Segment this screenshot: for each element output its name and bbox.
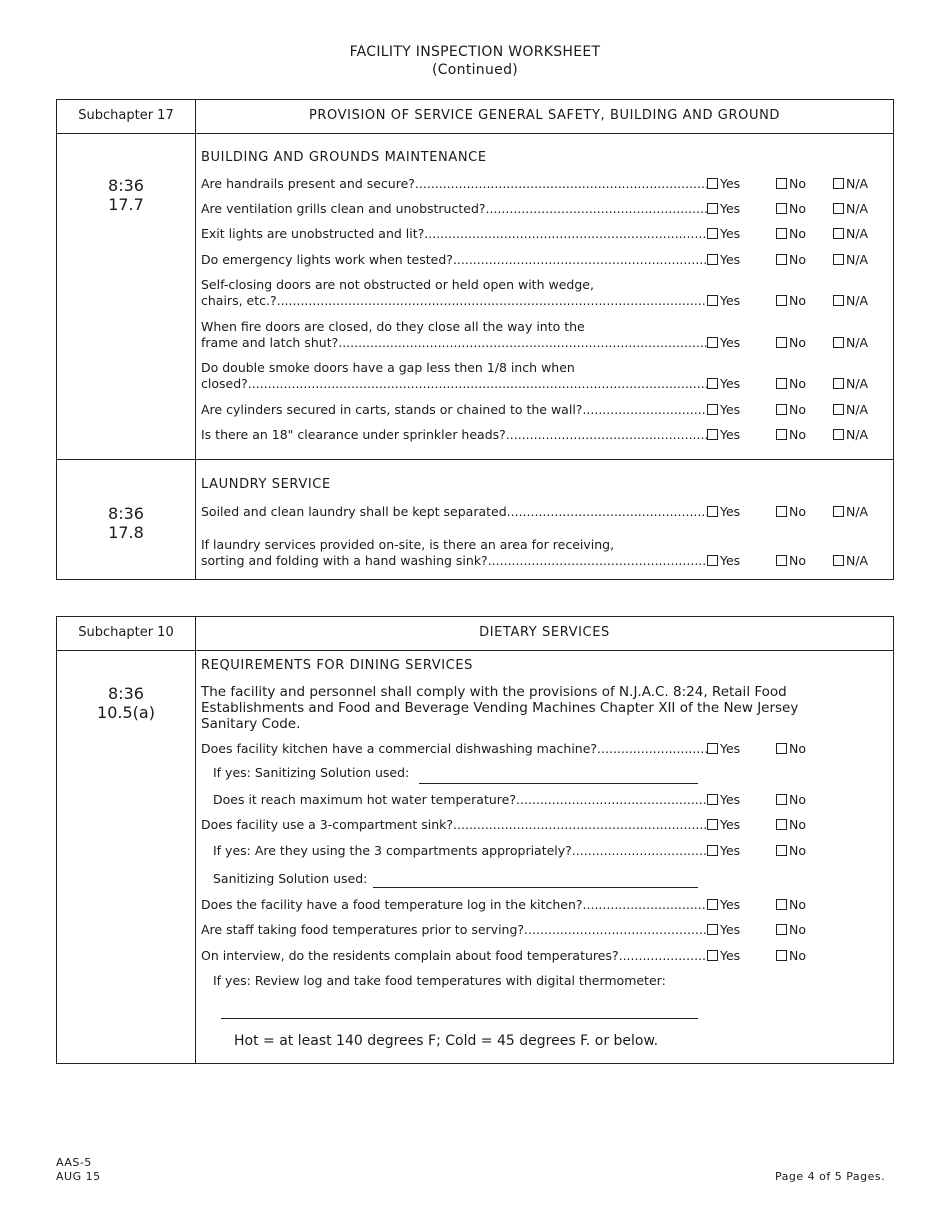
question-row xyxy=(213,843,707,859)
review-instruction: If yes: Review log and take food temperatures with digital thermometer: xyxy=(213,973,666,988)
no-option[interactable] xyxy=(776,402,806,418)
sanitizing-solution-field-2[interactable] xyxy=(373,887,698,888)
yes-option[interactable] xyxy=(707,741,740,757)
question-row xyxy=(201,817,707,833)
citation-part: 10.5(a) xyxy=(97,703,155,722)
yes-checkbox[interactable] xyxy=(707,794,718,805)
yes-option[interactable] xyxy=(707,201,740,217)
yes-checkbox[interactable] xyxy=(707,819,718,830)
leader-dots xyxy=(486,201,707,217)
option-label: N/A xyxy=(846,427,869,442)
question-line xyxy=(201,277,707,293)
yes-option[interactable] xyxy=(707,922,740,938)
option-label: Yes xyxy=(720,293,741,308)
na-checkbox[interactable] xyxy=(833,404,844,415)
leader-dots xyxy=(488,553,707,569)
na-option[interactable] xyxy=(833,402,868,418)
option-label: Yes xyxy=(720,843,741,858)
question-text: Does the facility have a food temperature log in the kitchen? xyxy=(201,897,583,912)
section-label: REQUIREMENTS FOR DINING SERVICES xyxy=(201,658,474,673)
citation-part: 8:36 xyxy=(108,176,144,195)
leader-dots xyxy=(582,402,707,418)
yes-checkbox[interactable] xyxy=(707,228,718,239)
no-checkbox[interactable] xyxy=(776,924,787,935)
na-option[interactable] xyxy=(833,226,868,242)
no-option[interactable] xyxy=(776,427,806,443)
option-label: Yes xyxy=(720,335,741,350)
option-label: N/A xyxy=(846,504,869,519)
no-checkbox[interactable] xyxy=(776,819,787,830)
option-label: No xyxy=(789,897,806,912)
yes-checkbox[interactable] xyxy=(707,924,718,935)
no-checkbox[interactable] xyxy=(776,378,787,389)
yes-option[interactable] xyxy=(707,252,740,268)
no-checkbox[interactable] xyxy=(776,404,787,415)
no-option[interactable] xyxy=(776,335,806,351)
option-label: No xyxy=(789,792,806,807)
leader-dots xyxy=(516,792,707,808)
na-option[interactable] xyxy=(833,553,868,569)
question-text: sorting and folding with a hand washing sink? xyxy=(201,553,488,568)
yes-option[interactable] xyxy=(707,293,740,309)
question-row xyxy=(201,537,707,569)
option-label: No xyxy=(789,201,806,216)
yes-option[interactable] xyxy=(707,376,740,392)
yes-option[interactable] xyxy=(707,427,740,443)
yes-option[interactable] xyxy=(707,897,740,913)
no-checkbox[interactable] xyxy=(776,506,787,517)
question-row xyxy=(201,402,707,418)
option-label: No xyxy=(789,252,806,267)
table-general-safety xyxy=(56,99,894,580)
leader-dots xyxy=(511,504,707,520)
question-row xyxy=(201,922,707,938)
question-row xyxy=(213,792,707,808)
option-label: No xyxy=(789,226,806,241)
option-label: No xyxy=(789,553,806,568)
page-number: Page 4 of 5 Pages. xyxy=(775,1170,886,1183)
leader-dots xyxy=(453,252,707,268)
section-heading: DIETARY SERVICES xyxy=(479,625,610,640)
no-option[interactable] xyxy=(776,176,806,192)
question-line xyxy=(201,201,707,217)
leader-dots xyxy=(248,376,707,392)
na-option[interactable] xyxy=(833,201,868,217)
question-line xyxy=(201,319,707,335)
option-label: Yes xyxy=(720,741,741,756)
option-label: Yes xyxy=(720,817,741,832)
no-checkbox[interactable] xyxy=(776,228,787,239)
citation-10-5a xyxy=(57,684,195,722)
question-text: chairs, etc.? xyxy=(201,293,277,308)
question-row xyxy=(201,277,707,309)
no-checkbox[interactable] xyxy=(776,429,787,440)
citation-part: 17.7 xyxy=(108,195,144,214)
question-text: frame and latch shut? xyxy=(201,335,339,350)
question-text: When fire doors are closed, do they close all the way into the xyxy=(201,319,585,334)
question-text: Are handrails present and secure? xyxy=(201,176,415,191)
no-option[interactable] xyxy=(776,948,806,964)
yes-checkbox[interactable] xyxy=(707,555,718,566)
sanitizing-label-1: If yes: Sanitizing Solution used: xyxy=(213,765,410,780)
no-option[interactable] xyxy=(776,792,806,808)
question-text: Do emergency lights work when tested? xyxy=(201,252,453,267)
citation-17-8 xyxy=(57,504,195,542)
option-label: Yes xyxy=(720,226,741,241)
no-option[interactable] xyxy=(776,226,806,242)
option-label: Yes xyxy=(720,948,741,963)
question-text: Do double smoke doors have a gap less then 1/8 inch when xyxy=(201,360,575,375)
citation-17-7 xyxy=(57,176,195,214)
question-row xyxy=(201,201,707,217)
yes-checkbox[interactable] xyxy=(707,845,718,856)
no-checkbox[interactable] xyxy=(776,254,787,265)
yes-checkbox[interactable] xyxy=(707,743,718,754)
option-label: No xyxy=(789,817,806,832)
question-line xyxy=(201,922,707,938)
question-text: If laundry services provided on-site, is there an area for receiving, xyxy=(201,537,615,552)
temperature-note: Hot = at least 140 degrees F; Cold = 45 degrees F. or below. xyxy=(234,1033,659,1049)
option-label: Yes xyxy=(720,922,741,937)
option-label: No xyxy=(789,741,806,756)
form-date: AUG 15 xyxy=(56,1170,101,1183)
yes-checkbox[interactable] xyxy=(707,337,718,348)
no-option[interactable] xyxy=(776,741,806,757)
yes-option[interactable] xyxy=(707,504,740,520)
option-label: Yes xyxy=(720,376,741,391)
yes-checkbox[interactable] xyxy=(707,404,718,415)
no-option[interactable] xyxy=(776,376,806,392)
question-text: If yes: Are they using the 3 compartments appropriately? xyxy=(213,843,572,858)
question-row xyxy=(201,319,707,351)
question-line xyxy=(213,792,707,808)
question-text: Exit lights are unobstructed and lit? xyxy=(201,226,425,241)
na-checkbox[interactable] xyxy=(833,254,844,265)
no-option[interactable] xyxy=(776,252,806,268)
no-checkbox[interactable] xyxy=(776,794,787,805)
na-checkbox[interactable] xyxy=(833,178,844,189)
question-row xyxy=(201,360,707,392)
yes-option[interactable] xyxy=(707,335,740,351)
form-number: AAS-5 xyxy=(56,1156,92,1169)
citation-part: 8:36 xyxy=(108,684,144,703)
question-text: closed? xyxy=(201,376,248,391)
no-option[interactable] xyxy=(776,201,806,217)
question-line xyxy=(201,537,707,553)
na-checkbox[interactable] xyxy=(833,555,844,566)
no-option[interactable] xyxy=(776,922,806,938)
question-text: Are staff taking food temperatures prior to serving? xyxy=(201,922,525,937)
column-divider xyxy=(195,650,196,1063)
option-label: No xyxy=(789,504,806,519)
option-label: No xyxy=(789,427,806,442)
document-subtitle: (Continued) xyxy=(431,62,519,78)
na-checkbox[interactable] xyxy=(833,337,844,348)
option-label: N/A xyxy=(846,252,869,267)
na-checkbox[interactable] xyxy=(833,228,844,239)
leader-dots xyxy=(415,176,707,192)
na-checkbox[interactable] xyxy=(833,429,844,440)
question-line xyxy=(201,817,707,833)
question-line xyxy=(201,402,707,418)
option-label: Yes xyxy=(720,792,741,807)
no-option[interactable] xyxy=(776,897,806,913)
na-checkbox[interactable] xyxy=(833,203,844,214)
yes-option[interactable] xyxy=(707,948,740,964)
no-checkbox[interactable] xyxy=(776,899,787,910)
option-label: N/A xyxy=(846,201,869,216)
option-label: N/A xyxy=(846,293,869,308)
question-row xyxy=(201,504,707,520)
option-label: Yes xyxy=(720,176,741,191)
na-option[interactable] xyxy=(833,335,868,351)
yes-option[interactable] xyxy=(707,843,740,859)
question-row xyxy=(201,176,707,192)
question-line xyxy=(201,427,707,443)
option-label: Yes xyxy=(720,402,741,417)
na-option[interactable] xyxy=(833,504,868,520)
question-text: Soiled and clean laundry shall be kept separated. xyxy=(201,504,511,519)
na-checkbox[interactable] xyxy=(833,378,844,389)
question-line xyxy=(201,897,707,913)
yes-option[interactable] xyxy=(707,402,740,418)
na-option[interactable] xyxy=(833,376,868,392)
no-checkbox[interactable] xyxy=(776,178,787,189)
yes-checkbox[interactable] xyxy=(707,378,718,389)
question-line xyxy=(201,360,707,376)
question-text: On interview, do the residents complain about food temperatures? xyxy=(201,948,619,963)
no-checkbox[interactable] xyxy=(776,203,787,214)
na-checkbox[interactable] xyxy=(833,295,844,306)
citation-part: 17.8 xyxy=(108,523,144,542)
question-text: Are cylinders secured in carts, stands or chained to the wall? xyxy=(201,402,583,417)
no-option[interactable] xyxy=(776,817,806,833)
no-checkbox[interactable] xyxy=(776,743,787,754)
question-text: Are ventilation grills clean and unobstructed? xyxy=(201,201,486,216)
question-text: Is there an 18" clearance under sprinkler heads? xyxy=(201,427,506,442)
yes-option[interactable] xyxy=(707,553,740,569)
yes-option[interactable] xyxy=(707,792,740,808)
leader-dots xyxy=(277,293,707,309)
option-label: No xyxy=(789,948,806,963)
na-option[interactable] xyxy=(833,293,868,309)
option-label: No xyxy=(789,293,806,308)
no-option[interactable] xyxy=(776,553,806,569)
question-row xyxy=(201,226,707,242)
yes-checkbox[interactable] xyxy=(707,429,718,440)
option-label: N/A xyxy=(846,335,869,350)
question-line xyxy=(201,553,707,569)
no-checkbox[interactable] xyxy=(776,555,787,566)
yes-checkbox[interactable] xyxy=(707,295,718,306)
question-text: Does it reach maximum hot water temperature? xyxy=(213,792,516,807)
citation-part: 8:36 xyxy=(108,504,144,523)
leader-dots xyxy=(583,897,707,913)
no-checkbox[interactable] xyxy=(776,845,787,856)
food-temperature-field[interactable] xyxy=(221,1018,698,1019)
leader-dots xyxy=(338,335,707,351)
question-text: Does facility use a 3-compartment sink? xyxy=(201,817,454,832)
option-label: N/A xyxy=(846,553,869,568)
table-dietary-services xyxy=(56,616,894,1064)
question-line xyxy=(201,252,707,268)
question-line xyxy=(201,504,707,520)
question-line xyxy=(201,226,707,242)
table-header xyxy=(57,617,893,651)
question-line xyxy=(201,293,707,309)
sanitizing-solution-field-1[interactable] xyxy=(419,783,698,784)
option-label: Yes xyxy=(720,553,741,568)
question-line xyxy=(201,741,707,757)
na-checkbox[interactable] xyxy=(833,506,844,517)
yes-checkbox[interactable] xyxy=(707,899,718,910)
question-line xyxy=(201,176,707,192)
question-row xyxy=(201,427,707,443)
question-row xyxy=(201,741,707,757)
option-label: No xyxy=(789,843,806,858)
yes-checkbox[interactable] xyxy=(707,178,718,189)
question-text: Self-closing doors are not obstructed or held open with wedge, xyxy=(201,277,594,292)
leader-dots xyxy=(619,948,707,964)
no-checkbox[interactable] xyxy=(776,295,787,306)
question-row xyxy=(201,897,707,913)
no-checkbox[interactable] xyxy=(776,950,787,961)
leader-dots xyxy=(453,817,707,833)
question-text: Does facility kitchen have a commercial dishwashing machine? xyxy=(201,741,598,756)
leader-dots xyxy=(572,843,707,859)
option-label: N/A xyxy=(846,402,869,417)
question-line xyxy=(213,843,707,859)
question-row xyxy=(201,948,707,964)
option-label: No xyxy=(789,176,806,191)
yes-option[interactable] xyxy=(707,817,740,833)
no-option[interactable] xyxy=(776,843,806,859)
no-option[interactable] xyxy=(776,293,806,309)
option-label: Yes xyxy=(720,897,741,912)
section-label: LAUNDRY SERVICE xyxy=(201,477,331,492)
yes-checkbox[interactable] xyxy=(707,203,718,214)
table-header xyxy=(57,100,893,134)
option-label: No xyxy=(789,402,806,417)
option-label: N/A xyxy=(846,376,869,391)
option-label: Yes xyxy=(720,252,741,267)
option-label: Yes xyxy=(720,427,741,442)
section-heading: PROVISION OF SERVICE GENERAL SAFETY, BUILDING AND GROUND xyxy=(308,108,781,123)
option-label: N/A xyxy=(846,176,869,191)
yes-checkbox[interactable] xyxy=(707,254,718,265)
option-label: No xyxy=(789,335,806,350)
subchapter-label: Subchapter 10 xyxy=(57,617,196,650)
no-checkbox[interactable] xyxy=(776,337,787,348)
question-line xyxy=(201,335,707,351)
na-option[interactable] xyxy=(833,427,868,443)
option-label: No xyxy=(789,922,806,937)
yes-checkbox[interactable] xyxy=(707,506,718,517)
subchapter-label: Subchapter 17 xyxy=(57,100,196,133)
question-line xyxy=(201,948,707,964)
yes-checkbox[interactable] xyxy=(707,950,718,961)
option-label: Yes xyxy=(720,504,741,519)
na-option[interactable] xyxy=(833,252,868,268)
section-label: BUILDING AND GROUNDS MAINTENANCE xyxy=(201,150,487,165)
no-option[interactable] xyxy=(776,504,806,520)
question-row xyxy=(201,252,707,268)
option-label: No xyxy=(789,376,806,391)
option-label: Yes xyxy=(720,201,741,216)
leader-dots xyxy=(506,427,707,443)
leader-dots xyxy=(424,226,707,242)
sanitizing-label-2: Sanitizing Solution used: xyxy=(213,871,368,886)
yes-option[interactable] xyxy=(707,226,740,242)
yes-option[interactable] xyxy=(707,176,740,192)
leader-dots xyxy=(597,741,707,757)
leader-dots xyxy=(524,922,707,938)
na-option[interactable] xyxy=(833,176,868,192)
document-title: FACILITY INSPECTION WORKSHEET xyxy=(349,44,601,60)
intro-paragraph: The facility and personnel shall comply with the provisions of N.J.A.C. 8:24, Retail Food Establishments and Food and Beverage Vending Machines Chapter XII of the New Jersey Sanitary Code. xyxy=(201,684,799,732)
question-line xyxy=(201,376,707,392)
option-label: N/A xyxy=(846,226,869,241)
